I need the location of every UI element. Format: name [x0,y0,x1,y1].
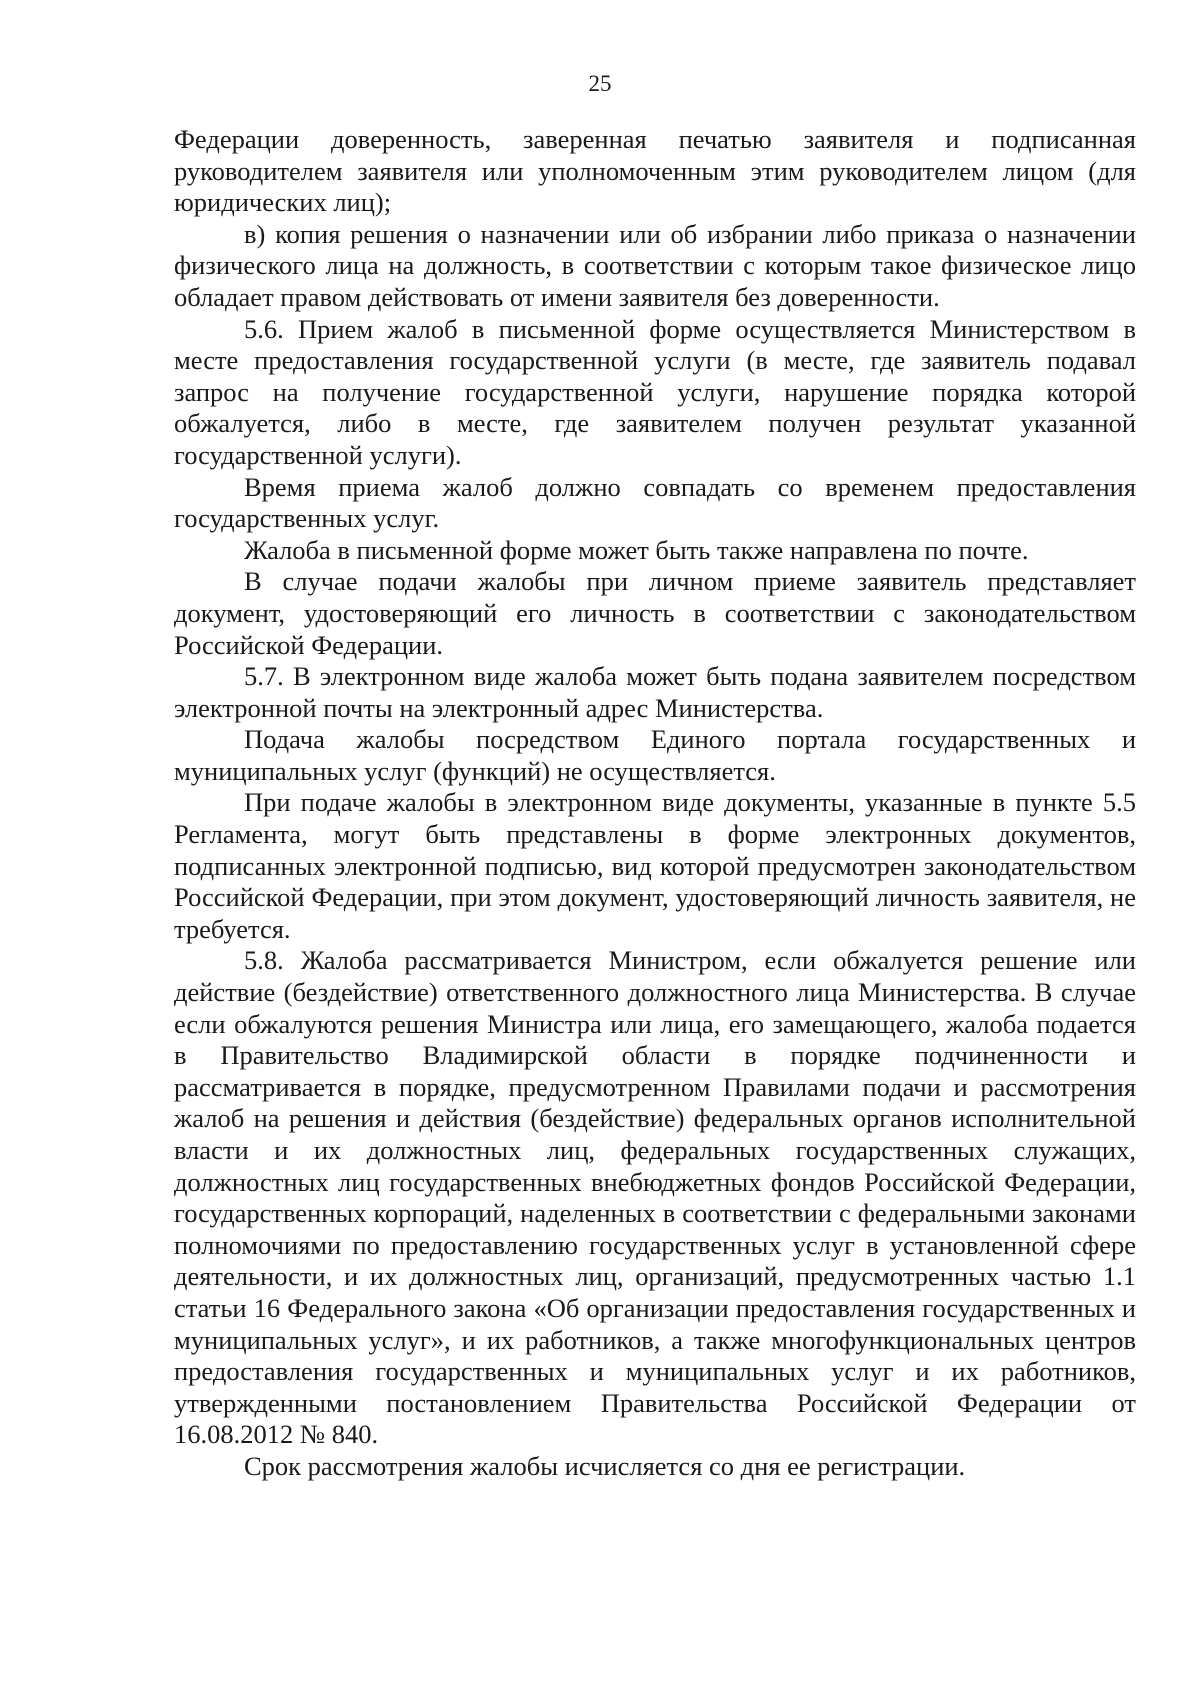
paragraph-reception-time: Время приема жалоб должно совпадать со временем предоставления государственных услуг. [174,471,1136,534]
paragraph-5-8: 5.8. Жалоба рассматривается Министром, если обжалуется решение или действие (бездействие) ответственного должностного лица Министерства. В случае если обжалуются решения Министра или лица, его замещающего, жалоба подается в Правительство Владимирской области в порядке подчиненности и рассматривается в порядке, предусмотренном Правилами подачи и рассмотрения жалоб на решения и действия (бездействие) федеральных органов исполнительной власти и их должностных лиц, федеральных государственных служащих, должностных лиц государственных внебюджетных фондов Российской Федерации, государственных корпораций, наделенных в соответствии с федеральными законами полномочиями по предоставлению государственных услуг в установленной сфере деятельности, и их должностных лиц, организаций, предусмотренных частью 1.1 статьи 16 Федерального закона «Об организации предоставления государственных и муниципальных услуг», и их работников, а также многофункциональных центров предоставления государственных и муниципальных услуг и их работников, утвержденными постановлением Правительства Российской Федерации от 16.08.2012 № 840. [174,945,1136,1450]
paragraph-continuation: Федерации доверенность, заверенная печатью заявителя и подписанная руководителем заявителя или уполномоченным этим руководителем лицом (для юридических лиц); [174,124,1136,218]
paragraph-portal: Подача жалобы посредством Единого портала государственных и муниципальных услуг (функций) не осуществляется. [174,724,1136,786]
paragraph-review-period: Срок рассмотрения жалобы исчисляется со дня ее регистрации. [244,1450,966,1481]
paragraph-electronic-documents: При подаче жалобы в электронном виде документы, указанные в пункте 5.5 Регламента, могут быть представлены в форме электронных документов, подписанных электронной подписью, вид которой предусмотрен законодательством Российской Федерации, при этом документ, удостоверяющий личность заявителя, не требуется. [174,787,1136,944]
paragraph-item-v: в) копия решения о назначении или об избрании либо приказа о назначении физического лица на должность, в соответствии с которым такое физическое лицо обладает правом действовать от имени заявителя без доверенности. [174,218,1136,312]
document-body [174,124,1136,1483]
paragraph-personal-reception: В случае подачи жалобы при личном приеме заявитель представляет документ, удостоверяющий его личность в соответствии с законодательством Российской Федерации. [174,566,1136,660]
paragraph-5-6: 5.6. Прием жалоб в письменной форме осуществляется Министерством в месте предоставления государственной услуги (в месте, где заявитель подавал запрос на получение государственной услуги, нарушение порядка которой обжалуется, либо в месте, где заявителем получен результат указанной государственной услуги). [174,313,1136,470]
paragraph-post: Жалоба в письменной форме может быть также направлена по почте. [244,534,1029,565]
page-number: 25 [588,71,612,96]
paragraph-5-7: 5.7. В электронном виде жалоба может быть подана заявителем посредством электронной почты на электронный адрес Министерства. [174,661,1136,723]
